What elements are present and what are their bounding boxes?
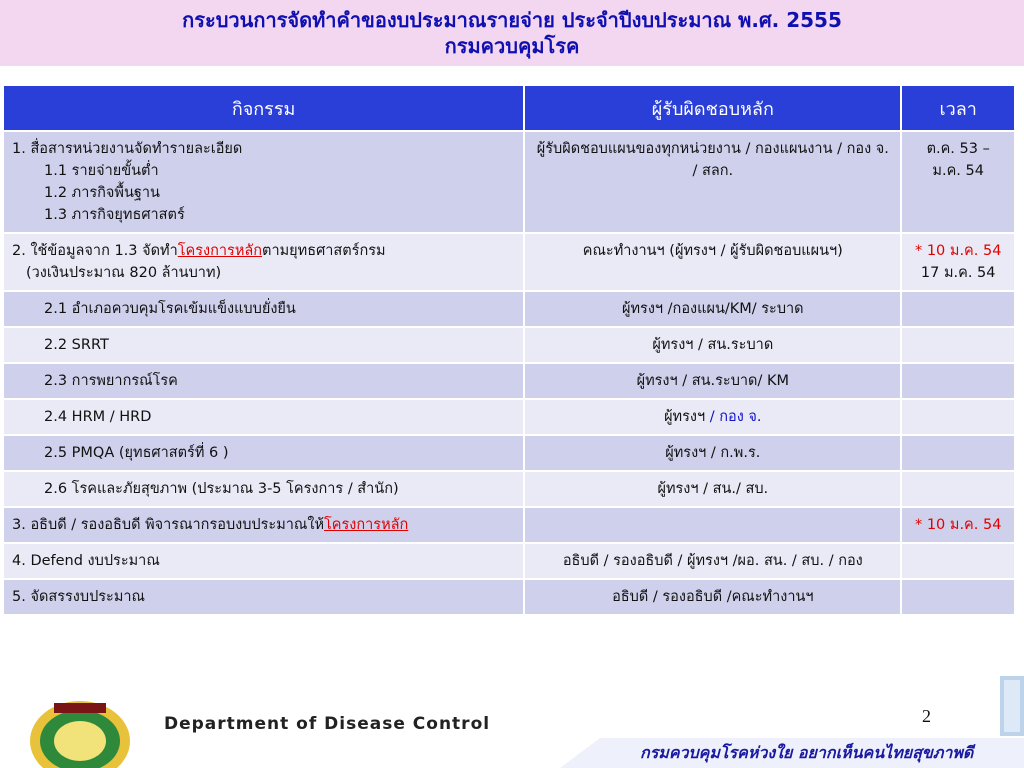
header-responsible: ผู้รับผิดชอบหลัก [524, 85, 901, 131]
responsible-cell: ผู้ทรงฯ / สน.ระบาด [524, 327, 901, 363]
table-row [3, 233, 1015, 291]
time-cell [901, 435, 1015, 471]
page-title: กระบวนการจัดทำคำของบประมาณรายจ่าย ประจำปีงบประมาณ พ.ศ. 2555 [182, 8, 842, 32]
department-seal-logo [24, 683, 136, 768]
time-cell [901, 507, 1015, 543]
activity-subitem: 2.4 HRM / HRD [44, 409, 152, 425]
responsible-cell: ผู้ทรงฯ / ก.พ.ร. [524, 435, 901, 471]
main-project-link[interactable]: โครงการหลัก [177, 243, 263, 259]
time-cell [901, 327, 1015, 363]
table-row [3, 507, 1015, 543]
header-activity: กิจกรรม [3, 85, 524, 131]
table-row [3, 435, 1015, 471]
activity-text: 2. ใช้ข้อมูลจาก 1.3 จัดทำ [12, 243, 178, 259]
responsible-cell: ผู้ทรงฯ / สน.ระบาด/ KM [524, 363, 901, 399]
table-row [3, 131, 1015, 233]
responsible-cell: อธิบดี / รองอธิบดี /คณะทำงานฯ [524, 579, 901, 615]
time-cell [901, 471, 1015, 507]
responsible-highlight: / กอง จ. [705, 409, 762, 425]
header-time: เวลา [901, 85, 1015, 131]
responsible-cell: ผู้รับผิดชอบแผนของทุกหน่วยงาน / กองแผนงาน / กอง จ. / สลก. [524, 131, 901, 233]
responsible-cell [524, 507, 901, 543]
activity-cell [3, 363, 524, 399]
slogan-text: กรมควบคุมโรคห่วงใย อยากเห็นคนไทยสุขภาพดี [640, 743, 974, 762]
activity-text: 3. อธิบดี / รองอธิบดี พิจารณากรอบงบประมาณให้ [12, 517, 325, 533]
activity-subitem: 2.5 PMQA (ยุทธศาสตร์ที่ 6 ) [44, 445, 229, 461]
table-header-row [3, 85, 1015, 131]
activity-subitem: 1.3 ภารกิจยุทธศาสตร์ [44, 207, 185, 223]
time-cell [901, 291, 1015, 327]
time-cell [901, 363, 1015, 399]
responsible-cell: ผู้ทรงฯ /กองแผน/KM/ ระบาด [524, 291, 901, 327]
activity-cell [3, 291, 524, 327]
process-table [2, 84, 1016, 616]
activity-cell [3, 399, 524, 435]
activity-subitem: 2.3 การพยากรณ์โรค [44, 373, 178, 389]
time-cell [901, 543, 1015, 579]
department-name: Department of Disease Control [164, 714, 491, 734]
time-cell [901, 233, 1015, 291]
activity-cell [3, 327, 524, 363]
activity-subitem: 1.1 รายจ่ายขั้นต่ำ [44, 163, 159, 179]
activity-cell: 4. Defend งบประมาณ [3, 543, 524, 579]
time-cell [901, 579, 1015, 615]
table-row [3, 399, 1015, 435]
activity-cell [3, 471, 524, 507]
responsible-text: ผู้ทรงฯ [664, 409, 706, 425]
responsible-cell [524, 399, 901, 435]
activity-text: 1. สื่อสารหน่วยงานจัดทำรายละเอียด [12, 141, 243, 157]
activity-text: ตามยุทธศาสตร์กรม [262, 243, 386, 259]
page-number: 2 [922, 706, 931, 726]
activity-note: (วงเงินประมาณ 820 ล้านบาท) [26, 265, 222, 281]
activity-cell [3, 233, 524, 291]
responsible-cell: อธิบดี / รองอธิบดี / ผู้ทรงฯ /ผอ. สน. / สบ. / กอง [524, 543, 901, 579]
page-subtitle: กรมควบคุมโรค [444, 34, 580, 58]
activity-subitem: 2.1 อำเภอควบคุมโรคเข้มแข็งแบบยั่งยืน [44, 301, 296, 317]
activity-cell [3, 435, 524, 471]
time-cell [901, 399, 1015, 435]
main-project-link[interactable]: โครงการหลัก [324, 517, 409, 533]
title-banner [0, 0, 1024, 66]
activity-subitem: 1.2 ภารกิจพื้นฐาน [44, 185, 160, 201]
table-row [3, 579, 1015, 615]
deadline-highlight: * 10 ม.ค. 54 [914, 517, 1002, 533]
responsible-cell: คณะทำงานฯ (ผู้ทรงฯ / ผู้รับผิดชอบแผนฯ) [524, 233, 901, 291]
time-cell: ต.ค. 53 – ม.ค. 54 [901, 131, 1015, 233]
table-row [3, 291, 1015, 327]
table-row [3, 363, 1015, 399]
deadline-highlight: * 10 ม.ค. 54 [914, 243, 1002, 259]
responsible-cell: ผู้ทรงฯ / สน./ สบ. [524, 471, 901, 507]
table-row [3, 543, 1015, 579]
activity-subitem: 2.2 SRRT [44, 337, 109, 353]
table-row [3, 327, 1015, 363]
table-row [3, 471, 1015, 507]
activity-cell [3, 507, 524, 543]
activity-cell: 5. จัดสรรงบประมาณ [3, 579, 524, 615]
activity-cell [3, 131, 524, 233]
activity-subitem: 2.6 โรคและภัยสุขภาพ (ประมาณ 3-5 โครงการ / สำนัก) [44, 481, 399, 497]
deadline-text: 17 ม.ค. 54 [920, 265, 996, 281]
decorative-glass-icon [1000, 676, 1024, 736]
